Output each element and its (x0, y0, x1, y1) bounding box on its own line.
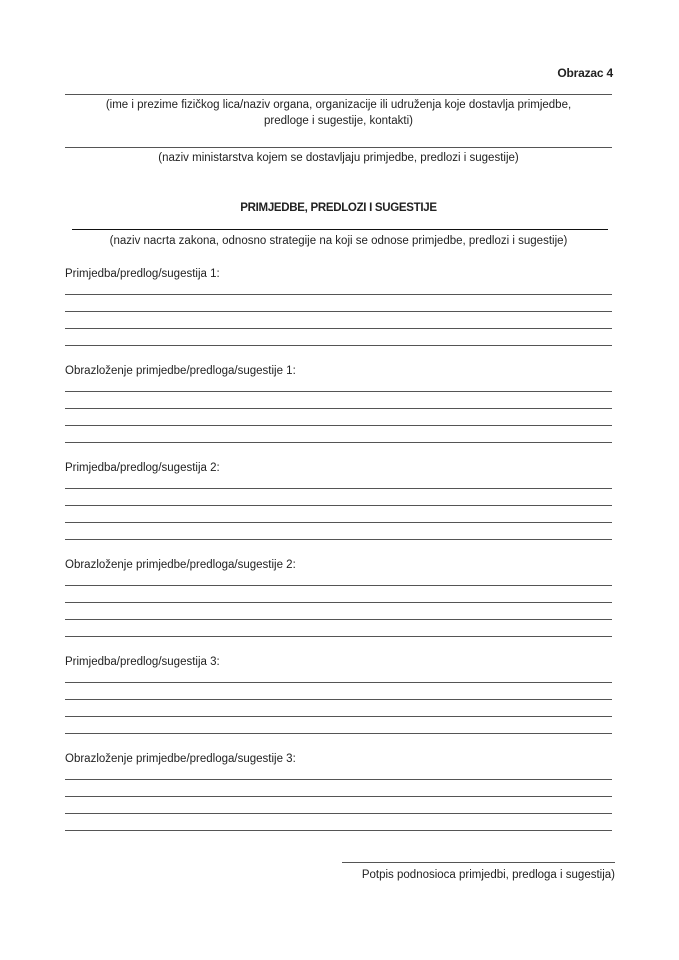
answer-line[interactable] (65, 619, 612, 620)
section-label: Primjedba/predlog/sugestija 2: (65, 462, 220, 474)
signature-label: Potpis podnosioca primjedbi, predloga i sugestija) (361, 869, 615, 881)
signature-line[interactable] (342, 862, 615, 863)
answer-line[interactable] (65, 682, 612, 683)
section-label: Primjedba/predlog/sugestija 1: (65, 268, 220, 280)
answer-line[interactable] (65, 796, 612, 797)
answer-line[interactable] (65, 779, 612, 780)
draft-field-line[interactable] (72, 229, 608, 230)
submitter-caption-line2: predloge i sugestije, kontakti) (264, 115, 413, 127)
ministry-field-line[interactable] (65, 147, 612, 148)
answer-line[interactable] (65, 813, 612, 814)
explanation-section-2 (65, 559, 612, 645)
section-label: Primjedba/predlog/sugestija 3: (65, 656, 220, 668)
answer-line[interactable] (65, 442, 612, 443)
ministry-caption: (naziv ministarstva kojem se dostavljaju primjedbe, predlozi i sugestije) (158, 152, 519, 164)
answer-line[interactable] (65, 602, 612, 603)
answer-line[interactable] (65, 505, 612, 506)
section-label: Obrazloženje primjedbe/predloga/sugestije 3: (65, 753, 296, 765)
form-title: PRIMJEDBE, PREDLOZI I SUGESTIJE (240, 202, 437, 214)
comment-section-3 (65, 656, 612, 742)
explanation-section-3 (65, 753, 612, 839)
answer-line[interactable] (65, 699, 612, 700)
answer-line[interactable] (65, 391, 612, 392)
answer-line[interactable] (65, 294, 612, 295)
answer-line[interactable] (65, 311, 612, 312)
explanation-section-1 (65, 365, 612, 451)
answer-line[interactable] (65, 636, 612, 637)
answer-line[interactable] (65, 328, 612, 329)
form-number: Obrazac 4 (557, 66, 613, 80)
answer-line[interactable] (65, 733, 612, 734)
answer-line[interactable] (65, 539, 612, 540)
draft-caption: (naziv nacrta zakona, odnosno strategije na koji se odnose primjedbe, predlozi i sugestije) (109, 235, 568, 247)
answer-line[interactable] (65, 716, 612, 717)
answer-line[interactable] (65, 522, 612, 523)
section-label: Obrazloženje primjedbe/predloga/sugestije 1: (65, 365, 296, 377)
answer-line[interactable] (65, 345, 612, 346)
answer-line[interactable] (65, 488, 612, 489)
comment-section-1 (65, 268, 612, 354)
answer-line[interactable] (65, 408, 612, 409)
answer-line[interactable] (65, 830, 612, 831)
submitter-caption-line1: (ime i prezime fizičkog lica/naziv organa, organizacije ili udruženja koje dostavlja primjedbe, (105, 99, 572, 111)
section-label: Obrazloženje primjedbe/predloga/sugestije 2: (65, 559, 296, 571)
answer-line[interactable] (65, 425, 612, 426)
submitter-field-line[interactable] (65, 94, 612, 95)
answer-line[interactable] (65, 585, 612, 586)
comment-section-2 (65, 462, 612, 548)
